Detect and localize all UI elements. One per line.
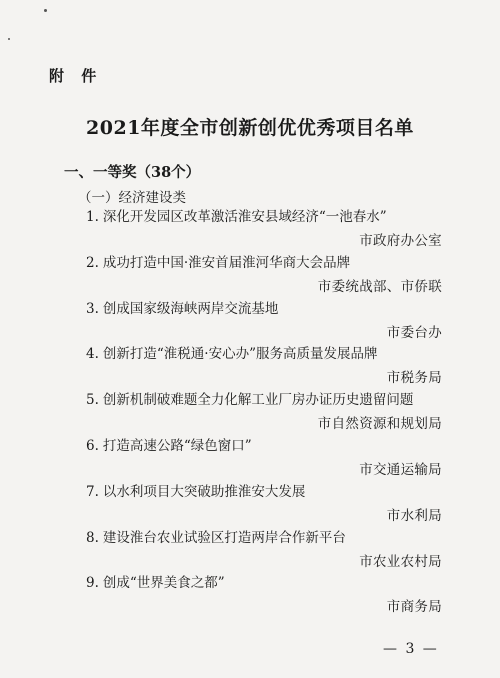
list-item (0, 342, 500, 388)
item-number: 4. (86, 346, 99, 363)
list-item (0, 526, 500, 572)
list-item (0, 297, 500, 343)
project-name: 创成国家级海峡两岸交流基地 (102, 300, 279, 317)
project-name: 创成“世界美食之都” (102, 575, 225, 592)
responsible-unit: 市委统战部、市侨联 (317, 278, 442, 295)
project-name: 成功打造中国·淮安首届淮河华商大会品牌 (102, 254, 351, 271)
project-name: 以水利项目大突破助推淮安大发展 (102, 483, 306, 500)
item-number: 6. (86, 437, 99, 454)
category-heading: （一）经济建设类 (78, 190, 186, 206)
list-item (0, 480, 500, 526)
section-heading: 一、一等奖（38个） (64, 164, 201, 181)
project-title (86, 434, 252, 454)
project-title (86, 205, 387, 225)
item-number: 7. (86, 483, 99, 500)
scan-speck (8, 38, 10, 40)
project-name: 打造高速公路“绿色窗口” (102, 437, 252, 454)
project-title (86, 571, 225, 591)
project-title (86, 388, 413, 408)
project-title (86, 251, 350, 271)
project-list (0, 205, 500, 617)
item-number: 8. (86, 529, 99, 546)
project-name: 建设淮台农业试验区打造两岸合作新平台 (102, 529, 346, 546)
project-title (86, 342, 378, 362)
project-name: 创新机制破难题全力化解工业厂房办证历史遗留问题 (102, 392, 414, 409)
responsible-unit: 市自然资源和规划局 (317, 416, 442, 433)
responsible-unit: 市水利局 (386, 507, 442, 524)
item-number: 3. (86, 300, 99, 317)
project-name: 创新打造“淮税通·安心办”服务高质量发展品牌 (102, 346, 378, 363)
scan-speck (44, 9, 47, 12)
item-number: 2. (86, 254, 99, 271)
responsible-unit: 市委台办 (386, 324, 442, 341)
project-title (86, 480, 305, 500)
project-title (86, 297, 278, 317)
responsible-unit: 市交通运输局 (359, 461, 442, 478)
list-item (0, 434, 500, 480)
responsible-unit: 市政府办公室 (359, 233, 442, 249)
item-number: 1. (86, 209, 99, 225)
project-name: 深化开发园区改革激活淮安县域经济“一池春水” (102, 209, 387, 225)
list-item (0, 571, 500, 617)
document-title: 2021年度全市创新创优优秀项目名单 (86, 117, 414, 139)
responsible-unit: 市商务局 (386, 599, 442, 616)
item-number: 5. (86, 392, 99, 409)
attachment-label: 附 件 (49, 67, 103, 85)
list-item (0, 388, 500, 434)
list-item (0, 251, 500, 297)
responsible-unit: 市农业农村局 (359, 553, 442, 570)
responsible-unit: 市税务局 (386, 370, 442, 387)
item-number: 9. (86, 575, 99, 592)
list-item (0, 205, 500, 251)
page-number: — 3 — (383, 641, 439, 657)
project-title (86, 526, 346, 546)
